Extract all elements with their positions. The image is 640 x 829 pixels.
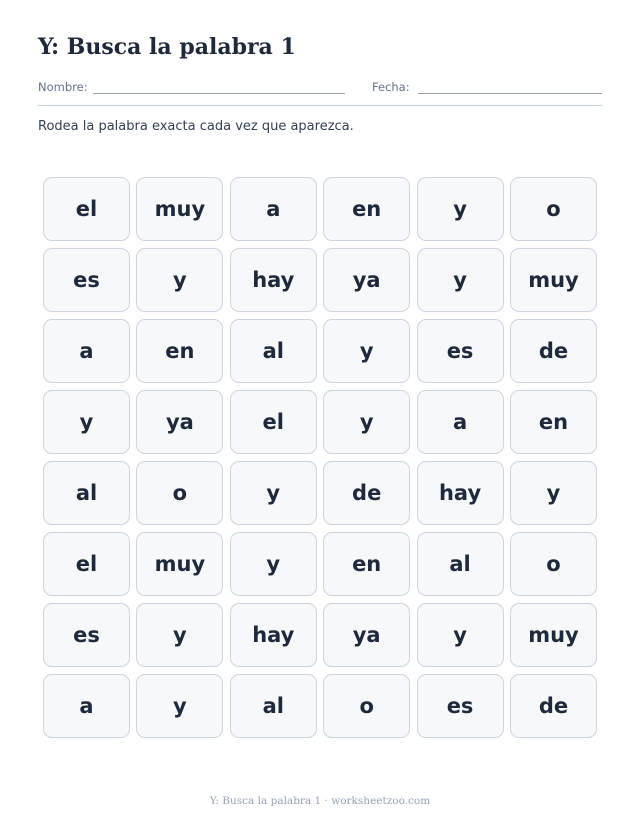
- word-text: en: [165, 339, 195, 363]
- word-text: de: [538, 339, 569, 363]
- word-cell[interactable]: [136, 319, 223, 383]
- word-text: ya: [165, 410, 194, 434]
- word-text: o: [172, 481, 188, 505]
- word-cell[interactable]: [417, 177, 504, 241]
- word-text: en: [352, 197, 382, 221]
- worksheet-title: Y: Busca la palabra 1: [38, 34, 296, 60]
- word-text: al: [262, 339, 284, 363]
- word-cell[interactable]: [510, 461, 597, 525]
- word-cell[interactable]: [230, 390, 317, 454]
- word-cell[interactable]: [510, 674, 597, 738]
- word-text: y: [453, 197, 467, 221]
- word-text: en: [352, 552, 382, 576]
- name-date-row: [38, 80, 602, 98]
- word-cell[interactable]: [323, 248, 410, 312]
- word-cell[interactable]: [43, 603, 130, 667]
- word-cell[interactable]: [510, 532, 597, 596]
- word-grid: [43, 177, 597, 738]
- word-text: el: [75, 197, 98, 221]
- word-cell[interactable]: [136, 532, 223, 596]
- word-cell[interactable]: [230, 674, 317, 738]
- word-cell[interactable]: [136, 603, 223, 667]
- word-cell[interactable]: [136, 390, 223, 454]
- word-cell[interactable]: [323, 390, 410, 454]
- word-text: muy: [528, 268, 579, 292]
- word-text: o: [546, 197, 561, 221]
- word-cell[interactable]: [43, 390, 130, 454]
- word-cell[interactable]: [323, 319, 410, 383]
- word-text: y: [453, 268, 467, 292]
- word-text: ya: [352, 623, 381, 647]
- word-text: o: [546, 552, 561, 576]
- word-text: y: [266, 481, 281, 505]
- word-cell[interactable]: [323, 674, 410, 738]
- date-label: Fecha:: [372, 80, 410, 94]
- word-cell[interactable]: [417, 319, 504, 383]
- word-text: y: [359, 339, 374, 363]
- word-text: y: [173, 268, 187, 292]
- word-text: hay: [252, 623, 295, 647]
- word-cell[interactable]: [136, 248, 223, 312]
- word-cell[interactable]: [230, 603, 317, 667]
- word-cell[interactable]: [417, 390, 504, 454]
- word-text: el: [75, 552, 98, 576]
- word-cell[interactable]: [323, 461, 410, 525]
- word-cell[interactable]: [230, 319, 317, 383]
- word-text: ya: [352, 268, 381, 292]
- word-cell[interactable]: [136, 674, 223, 738]
- word-cell[interactable]: [230, 461, 317, 525]
- word-cell[interactable]: [323, 532, 410, 596]
- word-text: muy: [154, 197, 206, 221]
- word-text: a: [79, 694, 94, 718]
- word-cell[interactable]: [510, 248, 597, 312]
- word-text: el: [262, 410, 284, 434]
- word-text: a: [452, 410, 468, 434]
- instructions: Rodea la palabra exacta cada vez que aparezca.: [38, 119, 354, 134]
- word-cell[interactable]: [417, 674, 504, 738]
- word-text: es: [446, 694, 474, 718]
- word-cell[interactable]: [43, 319, 130, 383]
- date-field-line[interactable]: [418, 93, 602, 94]
- word-cell[interactable]: [43, 532, 130, 596]
- word-cell[interactable]: [323, 177, 410, 241]
- word-text: hay: [252, 268, 295, 292]
- name-label: Nombre:: [38, 80, 88, 94]
- word-cell[interactable]: [230, 532, 317, 596]
- word-text: a: [266, 197, 281, 221]
- word-text: de: [352, 481, 382, 505]
- word-cell[interactable]: [417, 248, 504, 312]
- word-cell[interactable]: [43, 248, 130, 312]
- word-cell[interactable]: [510, 390, 597, 454]
- word-text: al: [262, 694, 284, 718]
- name-field-line[interactable]: [93, 93, 345, 94]
- word-cell[interactable]: [323, 603, 410, 667]
- word-text: en: [538, 410, 569, 434]
- word-cell[interactable]: [230, 248, 317, 312]
- word-cell[interactable]: [510, 177, 597, 241]
- word-text: a: [79, 339, 94, 363]
- word-text: y: [266, 552, 281, 576]
- word-text: hay: [438, 481, 482, 505]
- word-text: al: [449, 552, 471, 576]
- word-cell[interactable]: [417, 603, 504, 667]
- word-cell[interactable]: [136, 177, 223, 241]
- word-cell[interactable]: [510, 603, 597, 667]
- word-text: o: [359, 694, 374, 718]
- word-text: muy: [528, 623, 579, 647]
- word-cell[interactable]: [43, 177, 130, 241]
- word-cell[interactable]: [510, 319, 597, 383]
- word-text: y: [546, 481, 561, 505]
- word-cell[interactable]: [417, 461, 504, 525]
- word-text: al: [75, 481, 98, 505]
- word-cell[interactable]: [43, 674, 130, 738]
- word-text: de: [538, 694, 569, 718]
- word-text: y: [173, 694, 187, 718]
- footer: Y: Busca la palabra 1 · worksheetzoo.com: [209, 795, 431, 807]
- word-cell[interactable]: [43, 461, 130, 525]
- word-cell[interactable]: [417, 532, 504, 596]
- header-divider: [38, 105, 602, 106]
- word-cell[interactable]: [136, 461, 223, 525]
- word-text: es: [73, 268, 100, 292]
- word-text: y: [173, 623, 187, 647]
- word-text: muy: [154, 552, 206, 576]
- word-text: y: [359, 410, 374, 434]
- word-text: y: [79, 410, 94, 434]
- word-cell[interactable]: [230, 177, 317, 241]
- word-text: es: [73, 623, 100, 647]
- word-text: y: [453, 623, 467, 647]
- word-text: es: [446, 339, 474, 363]
